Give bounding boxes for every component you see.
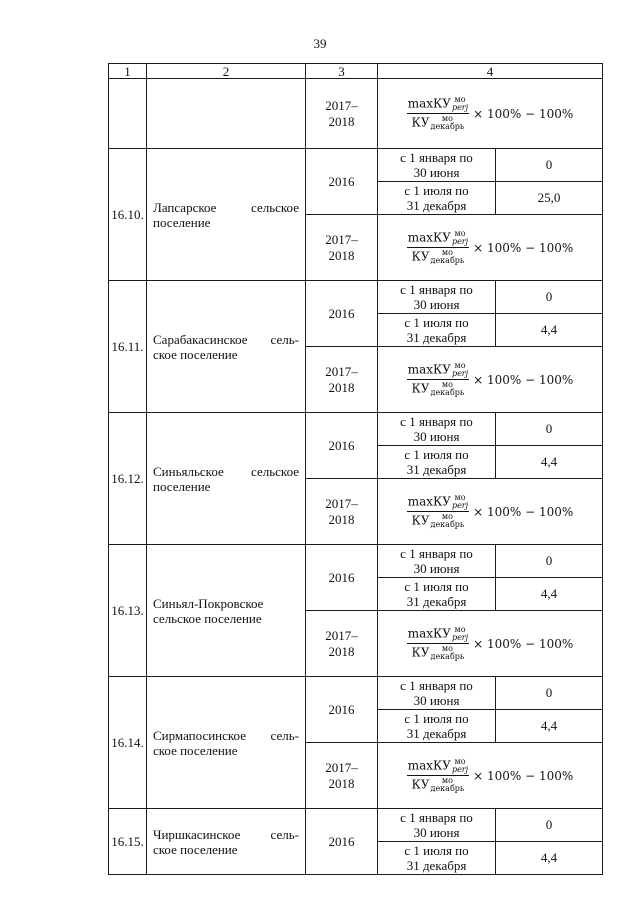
period-cell xyxy=(378,281,496,314)
formula-numerator-main: maxКУ xyxy=(407,362,451,377)
value-cell: 4,4 xyxy=(496,710,603,743)
period-line: с 1 июля по xyxy=(404,579,469,594)
settlement-name-line: Лапсарское сельское xyxy=(153,199,299,215)
settlement-name-line: поселение xyxy=(153,478,211,494)
formula-tail: × 100% − 100% xyxy=(473,372,574,387)
formula-numerator-main: maxКУ xyxy=(407,494,451,509)
settlement-name-line: Сирмапосинское сель- xyxy=(153,727,299,743)
formula-denominator-main: КУ xyxy=(411,513,430,528)
formula-superscript: мо xyxy=(441,512,453,522)
settlement-name-line: поселение xyxy=(153,214,211,230)
formula-superscript: мо xyxy=(454,757,466,767)
formula-fraction xyxy=(407,626,469,661)
period-line: с 1 января по xyxy=(400,678,473,693)
year-line: 2017– xyxy=(325,231,358,247)
header-col-1: 1 xyxy=(109,64,147,79)
period-line: 30 июня xyxy=(413,561,460,576)
year-line: 2018 xyxy=(328,643,355,659)
formula-superscript: мо xyxy=(441,644,453,654)
formula-tail: × 100% − 100% xyxy=(473,106,574,121)
period-line: с 1 января по xyxy=(400,414,473,429)
period-line: 30 июня xyxy=(413,693,460,708)
table-row xyxy=(109,281,603,314)
formula-superscript: мо xyxy=(454,229,466,239)
settlement-name-line: Сарабакасинское сель- xyxy=(153,331,299,347)
formula-numerator-main: maxКУ xyxy=(407,96,451,111)
year-cell xyxy=(306,479,378,545)
formula-denominator-subscript: декабрь xyxy=(430,652,465,662)
period-line: 30 июня xyxy=(413,165,460,180)
table-row xyxy=(109,149,603,182)
year-cell xyxy=(306,215,378,281)
formula-denominator xyxy=(412,380,465,397)
period-line: 31 декабря xyxy=(406,858,467,873)
formula-denominator-scripts xyxy=(431,381,465,397)
formula-cell xyxy=(378,743,603,809)
section-number: 16.11. xyxy=(109,281,147,413)
period-line: с 1 июля по xyxy=(404,315,469,330)
settlement-name xyxy=(147,545,306,677)
formula-denominator-subscript: декабрь xyxy=(430,256,465,266)
formula-numerator-scripts xyxy=(452,494,468,510)
year-line: 2018 xyxy=(328,247,355,263)
settlement-name-line: Синьял-Покровское xyxy=(153,595,264,611)
formula-numerator-main: maxКУ xyxy=(407,626,451,641)
period-cell xyxy=(378,446,496,479)
formula-denominator-subscript: декабрь xyxy=(430,520,465,530)
settlement-name xyxy=(147,281,306,413)
formula-denominator xyxy=(412,776,465,793)
formula-denominator xyxy=(412,644,465,661)
formula-numerator-main: maxКУ xyxy=(407,230,451,245)
period-cell xyxy=(378,182,496,215)
formula-superscript: мо xyxy=(441,114,453,124)
year-cell: 2016 xyxy=(306,677,378,743)
settlement-name-line: ское поселение xyxy=(153,742,238,758)
formula-numerator-scripts xyxy=(452,96,468,112)
formula-numerator xyxy=(407,362,469,380)
year-line: 2017– xyxy=(325,627,358,643)
header-row xyxy=(109,64,603,79)
formula-superscript: мо xyxy=(454,493,466,503)
period-line: с 1 июля по xyxy=(404,843,469,858)
formula-denominator-main: КУ xyxy=(411,115,430,130)
year-line: 2018 xyxy=(328,113,355,129)
section-number: 16.15. xyxy=(109,809,147,875)
year-line: 2018 xyxy=(328,379,355,395)
period-cell xyxy=(378,677,496,710)
value-cell: 4,4 xyxy=(496,314,603,347)
formula-numerator-scripts xyxy=(452,230,468,246)
formula-numerator xyxy=(407,758,469,776)
settlement-name xyxy=(147,809,306,875)
period-line: 30 июня xyxy=(413,297,460,312)
year-cell xyxy=(306,347,378,413)
value-cell: 4,4 xyxy=(496,446,603,479)
formula-numerator-subscript: perj xyxy=(451,633,469,643)
ratio-formula xyxy=(407,362,574,397)
table-row xyxy=(109,413,603,446)
formula-superscript: мо xyxy=(454,361,466,371)
value-cell: 0 xyxy=(496,281,603,314)
settlement-name-line: сельское поселение xyxy=(153,610,262,626)
year-line: 2018 xyxy=(328,511,355,527)
section-number: 16.13. xyxy=(109,545,147,677)
period-line: с 1 января по xyxy=(400,282,473,297)
formula-numerator xyxy=(407,230,469,248)
formula-denominator-main: КУ xyxy=(411,249,430,264)
formula-numerator xyxy=(407,96,469,114)
tariff-table xyxy=(108,63,603,875)
period-cell xyxy=(378,149,496,182)
year-cell xyxy=(306,79,378,149)
formula-fraction xyxy=(407,758,469,793)
section-number: 16.14. xyxy=(109,677,147,809)
period-line: 30 июня xyxy=(413,429,460,444)
year-cell xyxy=(306,611,378,677)
year-cell: 2016 xyxy=(306,413,378,479)
year-line: 2018 xyxy=(328,775,355,791)
formula-denominator-scripts xyxy=(431,645,465,661)
formula-numerator-scripts xyxy=(452,626,468,642)
year-cell: 2016 xyxy=(306,281,378,347)
formula-cell xyxy=(378,479,603,545)
settlement-name-line: ское поселение xyxy=(153,346,238,362)
settlement-name xyxy=(147,677,306,809)
year-cell: 2016 xyxy=(306,545,378,611)
settlement-name-line: Синьяльское сельское xyxy=(153,463,299,479)
formula-denominator xyxy=(412,512,465,529)
value-cell: 4,4 xyxy=(496,842,603,875)
period-line: с 1 июля по xyxy=(404,183,469,198)
period-line: с 1 июля по xyxy=(404,711,469,726)
formula-denominator-scripts xyxy=(431,777,465,793)
settlement-name xyxy=(147,149,306,281)
formula-numerator-main: maxКУ xyxy=(407,758,451,773)
value-cell: 0 xyxy=(496,809,603,842)
formula-superscript: мо xyxy=(441,248,453,258)
period-line: 31 декабря xyxy=(406,594,467,609)
formula-superscript: мо xyxy=(441,380,453,390)
formula-fraction xyxy=(407,362,469,397)
formula-denominator-main: КУ xyxy=(411,777,430,792)
formula-tail: × 100% − 100% xyxy=(473,768,574,783)
ratio-formula xyxy=(407,494,574,529)
formula-superscript: мо xyxy=(454,625,466,635)
settlement-name-cell xyxy=(147,79,306,149)
year-cell xyxy=(306,743,378,809)
formula-denominator-subscript: декабрь xyxy=(430,784,465,794)
formula-superscript: мо xyxy=(454,95,466,105)
formula-denominator-scripts xyxy=(431,513,465,529)
header-col-4: 4 xyxy=(378,64,603,79)
formula-superscript: мо xyxy=(441,776,453,786)
table-row xyxy=(109,545,603,578)
value-cell: 25,0 xyxy=(496,182,603,215)
year-line: 2017– xyxy=(325,97,358,113)
period-line: с 1 января по xyxy=(400,150,473,165)
continuation-row xyxy=(109,79,603,149)
formula-numerator-subscript: perj xyxy=(451,369,469,379)
formula-denominator-scripts xyxy=(431,249,465,265)
settlement-name-line: Чиршкасинское сель- xyxy=(153,826,299,842)
value-cell: 0 xyxy=(496,149,603,182)
table-row xyxy=(109,809,603,842)
year-line: 2017– xyxy=(325,759,358,775)
period-cell xyxy=(378,710,496,743)
formula-numerator-subscript: perj xyxy=(451,501,469,511)
value-cell: 0 xyxy=(496,677,603,710)
formula-denominator-subscript: декабрь xyxy=(430,388,465,398)
year-cell: 2016 xyxy=(306,809,378,875)
formula-denominator xyxy=(412,114,465,131)
settlement-name xyxy=(147,413,306,545)
period-line: 31 декабря xyxy=(406,462,467,477)
period-line: 31 декабря xyxy=(406,330,467,345)
formula-cell xyxy=(378,215,603,281)
year-line: 2017– xyxy=(325,363,358,379)
formula-tail: × 100% − 100% xyxy=(473,504,574,519)
period-line: с 1 июля по xyxy=(404,447,469,462)
formula-denominator-scripts xyxy=(431,115,465,131)
period-cell xyxy=(378,809,496,842)
period-line: с 1 января по xyxy=(400,546,473,561)
formula-numerator-subscript: perj xyxy=(451,765,469,775)
year-cell: 2016 xyxy=(306,149,378,215)
value-cell: 4,4 xyxy=(496,578,603,611)
period-cell xyxy=(378,842,496,875)
formula-tail: × 100% − 100% xyxy=(473,240,574,255)
header-col-2: 2 xyxy=(147,64,306,79)
formula-fraction xyxy=(407,230,469,265)
formula-numerator xyxy=(407,626,469,644)
period-cell xyxy=(378,413,496,446)
section-number: 16.10. xyxy=(109,149,147,281)
period-line: с 1 января по xyxy=(400,810,473,825)
formula-cell xyxy=(378,611,603,677)
formula-numerator-scripts xyxy=(452,758,468,774)
formula-denominator-subscript: декабрь xyxy=(430,122,465,132)
section-number: 16.12. xyxy=(109,413,147,545)
formula-fraction xyxy=(407,494,469,529)
row-number-cell xyxy=(109,79,147,149)
formula-numerator-subscript: perj xyxy=(451,103,469,113)
value-cell: 0 xyxy=(496,413,603,446)
formula-denominator-main: КУ xyxy=(411,381,430,396)
period-line: 31 декабря xyxy=(406,198,467,213)
period-line: 31 декабря xyxy=(406,726,467,741)
formula-denominator xyxy=(412,248,465,265)
ratio-formula xyxy=(407,230,574,265)
formula-numerator-subscript: perj xyxy=(451,237,469,247)
period-cell xyxy=(378,314,496,347)
formula-numerator xyxy=(407,494,469,512)
table-row xyxy=(109,677,603,710)
formula-numerator-scripts xyxy=(452,362,468,378)
period-cell xyxy=(378,578,496,611)
formula-tail: × 100% − 100% xyxy=(473,636,574,651)
page-number: 39 xyxy=(313,36,327,51)
ratio-formula xyxy=(407,96,574,131)
period-cell xyxy=(378,545,496,578)
ratio-formula xyxy=(407,758,574,793)
year-line: 2017– xyxy=(325,495,358,511)
period-line: 30 июня xyxy=(413,825,460,840)
header-col-3: 3 xyxy=(306,64,378,79)
formula-cell xyxy=(378,347,603,413)
formula-denominator-main: КУ xyxy=(411,645,430,660)
formula-fraction xyxy=(407,96,469,131)
settlement-name-line: ское поселение xyxy=(153,841,238,857)
formula-cell xyxy=(378,79,603,149)
value-cell: 0 xyxy=(496,545,603,578)
ratio-formula xyxy=(407,626,574,661)
